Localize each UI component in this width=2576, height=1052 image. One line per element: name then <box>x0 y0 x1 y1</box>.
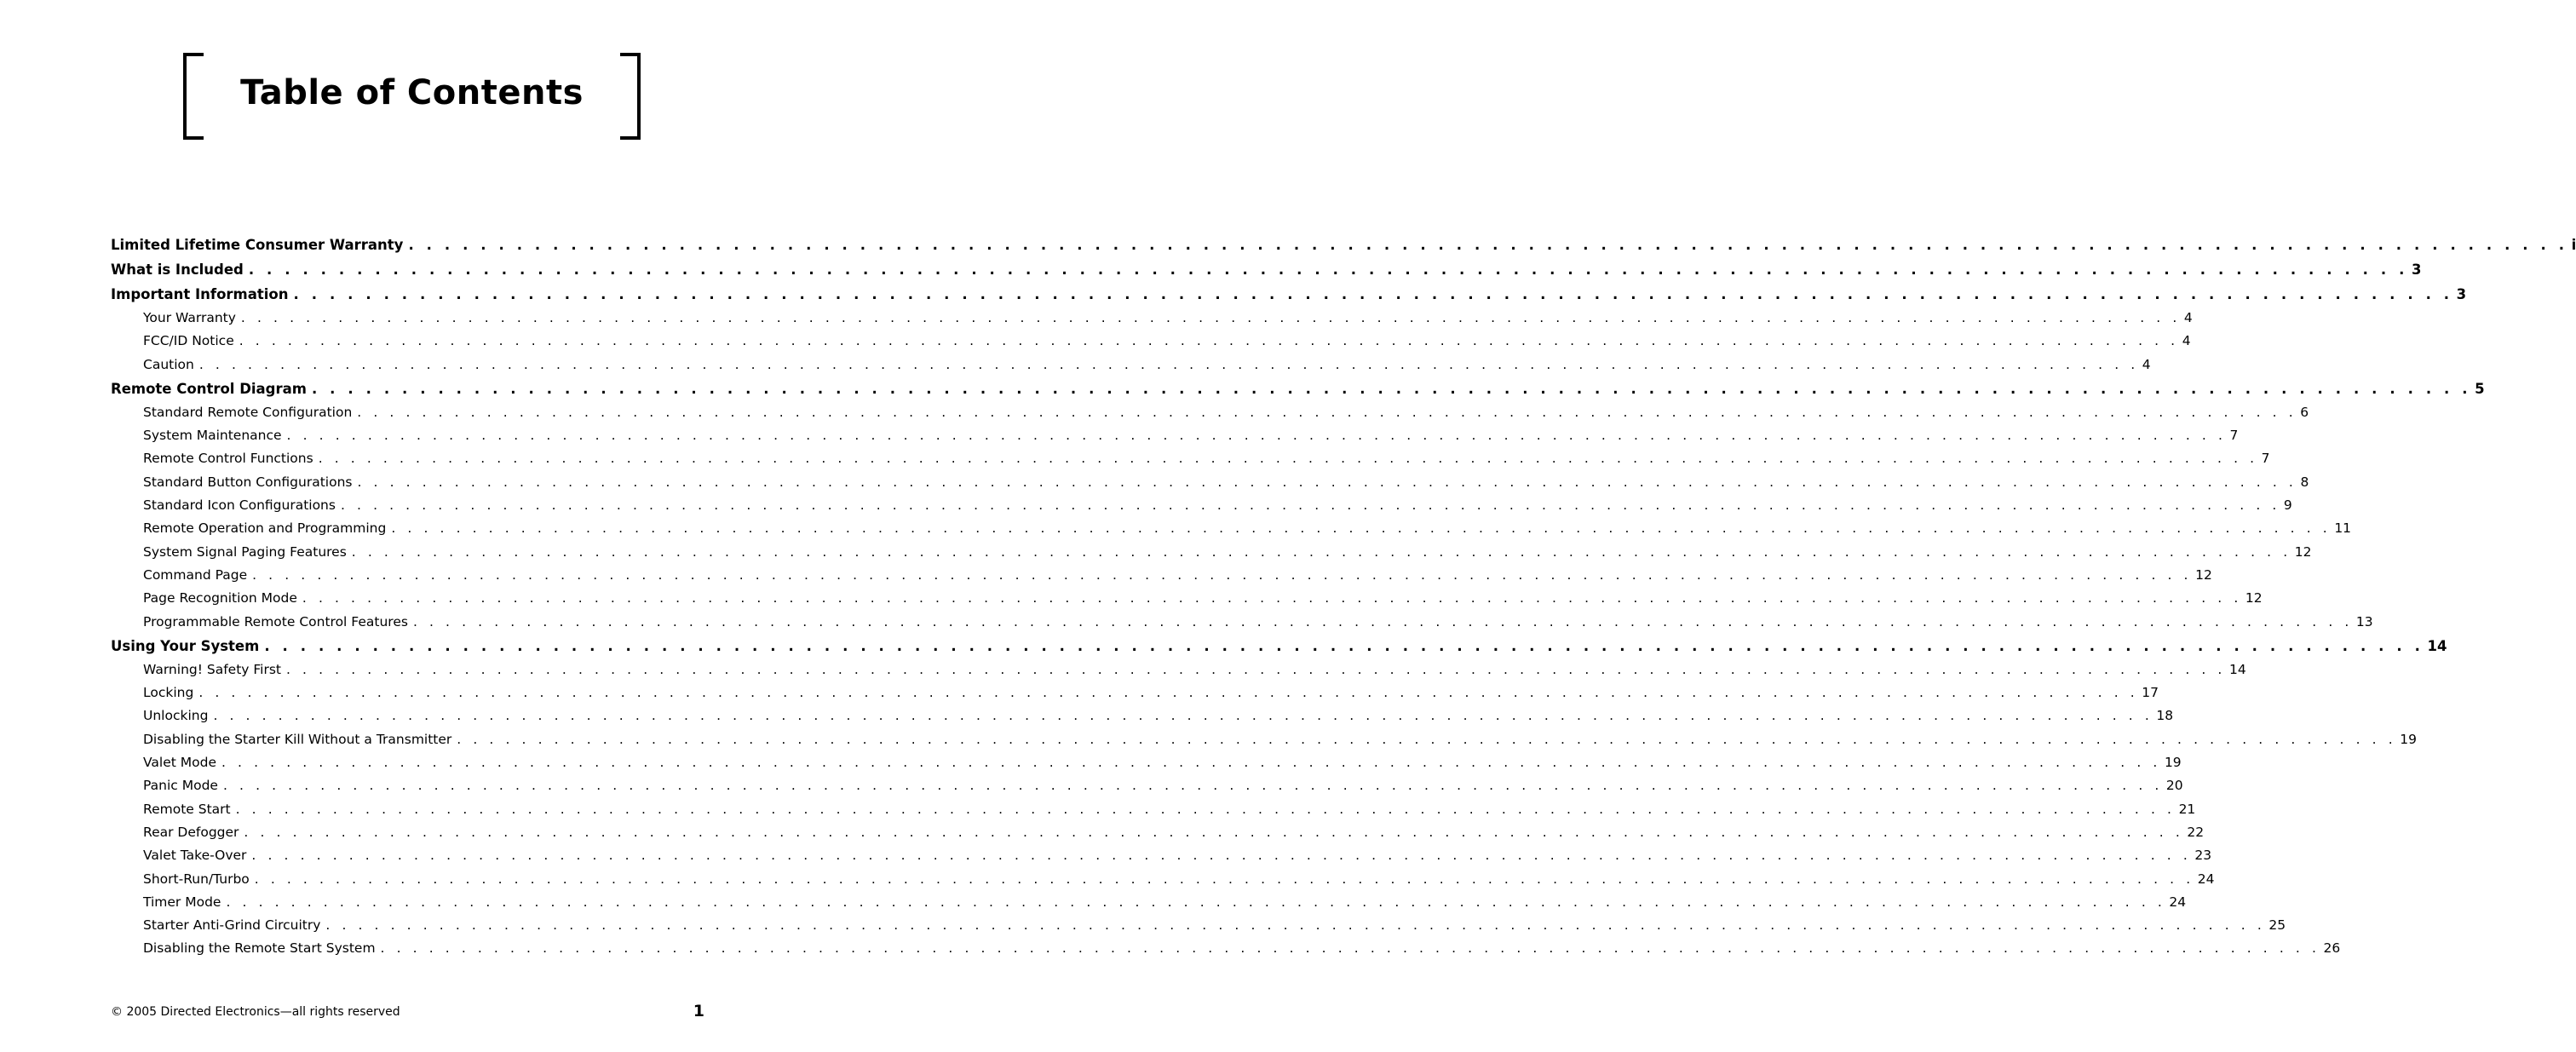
title-frame <box>183 53 641 140</box>
toc-subsection-entry[interactable] <box>111 330 2191 353</box>
toc-entry-page: 3 <box>2411 262 2422 278</box>
toc-entry-label: Starter Anti-Grind Circuitry <box>143 917 321 934</box>
toc-subsection-entry[interactable] <box>111 541 2312 564</box>
dot-leader: . . . . . . . . . . . . . . . . . . . . . . . . . . . . . . . . . . . . . . . . . . . . . . . . . . . . . . . . . . . . . . . . . . . . . . . . . . . . . . . . . . . . . . . . . . . . . . . . . . . . . . . . . . . . . . . . . . . . . . . . <box>264 637 2424 654</box>
toc-subsection-entry[interactable] <box>111 821 2205 844</box>
toc-subsection-entry[interactable] <box>111 728 2417 751</box>
toc-entry-page: 7 <box>2261 451 2270 467</box>
toc-subsection-entry[interactable] <box>111 307 2193 330</box>
toc-subsection-entry[interactable] <box>111 564 2212 587</box>
dot-leader: . . . . . . . . . . . . . . . . . . . . . . . . . . . . . . . . . . . . . . . . . . . . . . . . . . . . . . . . . . . . . . . . . . . . . . . . . . . . . . . . . . . . . . . . . . . . . . . . . . . . . . . . . . . . . . . . . . . . . . . . <box>357 404 2297 420</box>
dot-leader: . . . . . . . . . . . . . . . . . . . . . . . . . . . . . . . . . . . . . . . . . . . . . . . . . . . . . . . . . . . . . . . . . . . . . . . . . . . . . . . . . . . . . . . . . . . . . . . . . . . . . . . . . . . . . . . . . . . . . . . . <box>457 731 2397 747</box>
dot-leader: . . . . . . . . . . . . . . . . . . . . . . . . . . . . . . . . . . . . . . . . . . . . . . . . . . . . . . . . . . . . . . . . . . . . . . . . . . . . . . . . . . . . . . . . . . . . . . . . . . . . . . . . . . . . . . . . . . . . . . . . <box>226 894 2166 910</box>
toc-entry-label: Using Your System <box>111 637 260 654</box>
toc-subsection-entry[interactable] <box>111 517 2352 540</box>
toc-subsection-entry[interactable] <box>111 751 2182 774</box>
toc-entry-page: 8 <box>2300 474 2309 490</box>
toc-subsection-entry[interactable] <box>111 587 2263 610</box>
page-number: 1 <box>693 1002 704 1020</box>
toc-entry-page: 21 <box>2178 801 2196 817</box>
toc-entry-page: 4 <box>2142 356 2151 372</box>
dot-leader: . . . . . . . . . . . . . . . . . . . . . . . . . . . . . . . . . . . . . . . . . . . . . . . . . . . . . . . . . . . . . . . . . . . . . . . . . . . . . . . . . . . . . . . . . . . . . . . . . . . . . . . . . . . . . . . . . . . . . . . . <box>222 778 2163 794</box>
toc-entry-page: i <box>2571 237 2576 253</box>
dot-leader: . . . . . . . . . . . . . . . . . . . . . . . . . . . . . . . . . . . . . . . . . . . . . . . . . . . . . . . . . . . . . . . . . . . . . . . . . . . . . . . . . . . . . . . . . . . . . . . . . . . . . . . . . . . . . . . . . . . . . . . . <box>254 871 2194 887</box>
dot-leader: . . . . . . . . . . . . . . . . . . . . . . . . . . . . . . . . . . . . . . . . . . . . . . . . . . . . . . . . . . . . . . . . . . . . . . . . . . . . . . . . . . . . . . . . . . . . . . . . . . . . . . . . . . . . . . . . . . . . . . . . <box>244 824 2184 840</box>
toc-subsection-entry[interactable] <box>111 844 2212 867</box>
toc-entry-page: 25 <box>2268 917 2286 934</box>
dot-leader: . . . . . . . . . . . . . . . . . . . . . . . . . . . . . . . . . . . . . . . . . . . . . . . . . . . . . . . . . . . . . . . . . . . . . . . . . . . . . . . . . . . . . . . . . . . . . . . . . . . . . . . . . . . . . . . . . . . . . . . . <box>286 428 2227 444</box>
toc-entry-page: 24 <box>2197 871 2215 887</box>
toc-entry-page: 12 <box>2245 590 2263 606</box>
toc-entry-label: Disabling the Starter Kill Without a Transmitter <box>143 731 452 747</box>
toc-section-entry[interactable] <box>111 377 2485 401</box>
toc-entry-label: Programmable Remote Control Features <box>143 613 408 629</box>
toc-entry-label: Timer Mode <box>143 894 221 910</box>
toc-subsection-entry[interactable] <box>111 704 2174 727</box>
toc-entry-page: 13 <box>2355 613 2373 629</box>
toc-subsection-entry[interactable] <box>111 611 2373 634</box>
toc-entry-label: Disabling the Remote Start System <box>143 940 376 957</box>
toc-subsection-entry[interactable] <box>111 891 2187 914</box>
dot-leader: . . . . . . . . . . . . . . . . . . . . . . . . . . . . . . . . . . . . . . . . . . . . . . . . . . . . . . . . . . . . . . . . . . . . . . . . . . . . . . . . . . . . . . . . . . . . . . . . . . . . . . . . . . . . . . . . . . . . . . . . <box>239 333 2179 349</box>
dot-leader: . . . . . . . . . . . . . . . . . . . . . . . . . . . . . . . . . . . . . . . . . . . . . . . . . . . . . . . . . . . . . . . . . . . . . . . . . . . . . . . . . . . . . . . . . . . . . . . . . . . . . . . . . . . . . . . . . . . . . . . . <box>340 497 2280 514</box>
dot-leader: . . . . . . . . . . . . . . . . . . . . . . . . . . . . . . . . . . . . . . . . . . . . . . . . . . . . . . . . . . . . . . . . . . . . . . . . . . . . . . . . . . . . . . . . . . . . . . . . . . . . . . . . . . . . . . . . . . . . . . . . <box>302 590 2242 606</box>
toc-subsection-entry[interactable] <box>111 937 2341 960</box>
toc-entry-page: 19 <box>2400 731 2417 747</box>
toc-entry-page: 4 <box>2183 310 2193 325</box>
dot-leader: . . . . . . . . . . . . . . . . . . . . . . . . . . . . . . . . . . . . . . . . . . . . . . . . . . . . . . . . . . . . . . . . . . . . . . . . . . . . . . . . . . . . . . . . . . . . . . . . . . . . . . . . . . . . . . . . . . . . . . . . <box>198 685 2139 701</box>
toc-entry-page: 14 <box>2427 637 2447 654</box>
dot-leader: . . . . . . . . . . . . . . . . . . . . . . . . . . . . . . . . . . . . . . . . . . . . . . . . . . . . . . . . . . . . . . . . . . . . . . . . . . . . . . . . . . . . . . . . . . . . . . . . . . . . . . . . . . . . . . . . . . . . . . . . <box>240 310 2181 325</box>
toc-entry-page: 3 <box>2456 286 2467 302</box>
right-bracket <box>620 53 641 140</box>
dot-leader: . . . . . . . . . . . . . . . . . . . . . . . . . . . . . . . . . . . . . . . . . . . . . . . . . . . . . . . . . . . . . . . . . . . . . . . . . . . . . . . . . . . . . . . . . . . . . . . . . . . . . . . . . . . . . . . . . . . . . . . . <box>380 940 2320 957</box>
dot-leader: . . . . . . . . . . . . . . . . . . . . . . . . . . . . . . . . . . . . . . . . . . . . . . . . . . . . . . . . . . . . . . . . . . . . . . . . . . . . . . . . . . . . . . . . . . . . . . . . . . . . . . . . . . . . . . . . . . . . . . . . <box>318 451 2258 467</box>
dot-leader: . . . . . . . . . . . . . . . . . . . . . . . . . . . . . . . . . . . . . . . . . . . . . . . . . . . . . . . . . . . . . . . . . . . . . . . . . . . . . . . . . . . . . . . . . . . . . . . . . . . . . . . . . . . . . . . . . . . . . . . . <box>198 356 2139 372</box>
toc-subsection-entry[interactable] <box>111 447 2270 470</box>
toc-entry-label: Locking <box>143 685 194 701</box>
toc-entry-label: Command Page <box>143 566 248 583</box>
table-of-contents <box>111 233 2576 961</box>
toc-section-entry[interactable] <box>111 233 2576 257</box>
toc-entry-page: 26 <box>2323 940 2341 957</box>
copyright-notice: © 2005 Directed Electronics—all rights reserved <box>111 1005 400 1019</box>
toc-subsection-entry[interactable] <box>111 774 2183 797</box>
toc-entry-page: 14 <box>2228 661 2246 677</box>
toc-subsection-entry[interactable] <box>111 354 2151 377</box>
toc-entry-page: 4 <box>2182 333 2191 349</box>
toc-entry-label: Short-Run/Turbo <box>143 871 250 887</box>
toc-entry-label: Valet Take-Over <box>143 848 247 864</box>
toc-subsection-entry[interactable] <box>111 494 2292 517</box>
toc-entry-label: Unlocking <box>143 708 209 724</box>
toc-entry-page: 19 <box>2164 755 2182 771</box>
toc-subsection-entry[interactable] <box>111 401 2309 424</box>
toc-entry-label: System Signal Paging Features <box>143 543 347 560</box>
toc-entry-page: 18 <box>2156 708 2174 724</box>
toc-entry-label: Page Recognition Mode <box>143 590 297 606</box>
dot-leader: . . . . . . . . . . . . . . . . . . . . . . . . . . . . . . . . . . . . . . . . . . . . . . . . . . . . . . . . . . . . . . . . . . . . . . . . . . . . . . . . . . . . . . . . . . . . . . . . . . . . . . . . . . . . . . . . . . . . . . . . <box>251 848 2192 864</box>
toc-entry-label: Remote Control Functions <box>143 451 313 467</box>
toc-entry-label: System Maintenance <box>143 428 282 444</box>
dot-leader: . . . . . . . . . . . . . . . . . . . . . . . . . . . . . . . . . . . . . . . . . . . . . . . . . . . . . . . . . . . . . . . . . . . . . . . . . . . . . . . . . . . . . . . . . . . . . . . . . . . . . . . . . . . . . . . . . . . . . . . . <box>325 917 2266 934</box>
dot-leader: . . . . . . . . . . . . . . . . . . . . . . . . . . . . . . . . . . . . . . . . . . . . . . . . . . . . . . . . . . . . . . . . . . . . . . . . . . . . . . . . . . . . . . . . . . . . . . . . . . . . . . . . . . . . . . . . . . . . . . . . <box>412 613 2353 629</box>
toc-section-entry[interactable] <box>111 282 2467 307</box>
toc-entry-label: Standard Button Configurations <box>143 474 353 490</box>
toc-subsection-entry[interactable] <box>111 798 2196 821</box>
dot-leader: . . . . . . . . . . . . . . . . . . . . . . . . . . . . . . . . . . . . . . . . . . . . . . . . . . . . . . . . . . . . . . . . . . . . . . . . . . . . . . . . . . . . . . . . . . . . . . . . . . . . . . . . . . . . . . . . . . . . . . . . <box>221 755 2161 771</box>
toc-subsection-entry[interactable] <box>111 681 2159 704</box>
toc-subsection-entry[interactable] <box>111 914 2286 937</box>
toc-section-entry[interactable] <box>111 257 2422 282</box>
toc-entry-label: Standard Remote Configuration <box>143 404 353 420</box>
toc-entry-label: What is Included <box>111 262 244 278</box>
dot-leader: . . . . . . . . . . . . . . . . . . . . . . . . . . . . . . . . . . . . . . . . . . . . . . . . . . . . . . . . . . . . . . . . . . . . . . . . . . . . . . . . . . . . . . . . . . . . . . . . . . . . . . . . . . . . . . . . . . . . . . . . <box>408 237 2568 253</box>
toc-entry-label: Your Warranty <box>143 310 236 325</box>
toc-entry-label: Remote Start <box>143 801 231 817</box>
toc-entry-label: Warning! Safety First <box>143 661 281 677</box>
dot-leader: . . . . . . . . . . . . . . . . . . . . . . . . . . . . . . . . . . . . . . . . . . . . . . . . . . . . . . . . . . . . . . . . . . . . . . . . . . . . . . . . . . . . . . . . . . . . . . . . . . . . . . . . . . . . . . . . . . . . . . . . <box>252 566 2193 583</box>
toc-section-entry[interactable] <box>111 634 2447 658</box>
dot-leader: . . . . . . . . . . . . . . . . . . . . . . . . . . . . . . . . . . . . . . . . . . . . . . . . . . . . . . . . . . . . . . . . . . . . . . . . . . . . . . . . . . . . . . . . . . . . . . . . . . . . . . . . . . . . . . . . . . . . . . . . <box>351 543 2291 560</box>
toc-entry-label: Important Information <box>111 286 289 302</box>
toc-entry-label: Remote Control Diagram <box>111 380 307 397</box>
toc-entry-page: 20 <box>2165 778 2183 794</box>
toc-entry-label: Rear Defogger <box>143 824 239 840</box>
toc-subsection-entry[interactable] <box>111 868 2215 891</box>
toc-entry-page: 5 <box>2475 380 2485 397</box>
toc-entry-page: 9 <box>2283 497 2292 514</box>
toc-entry-page: 11 <box>2334 520 2352 537</box>
page-title: Table of Contents <box>240 73 584 112</box>
toc-subsection-entry[interactable] <box>111 424 2239 447</box>
toc-entry-page: 6 <box>2300 404 2309 420</box>
toc-entry-page: 12 <box>2195 566 2212 583</box>
toc-entry-page: 22 <box>2187 824 2205 840</box>
dot-leader: . . . . . . . . . . . . . . . . . . . . . . . . . . . . . . . . . . . . . . . . . . . . . . . . . . . . . . . . . . . . . . . . . . . . . . . . . . . . . . . . . . . . . . . . . . . . . . . . . . . . . . . . . . . . . . . . . . . . . . . . <box>293 286 2453 302</box>
toc-entry-label: Remote Operation and Programming <box>143 520 387 537</box>
toc-entry-label: Valet Mode <box>143 755 216 771</box>
toc-entry-label: Caution <box>143 356 194 372</box>
dot-leader: . . . . . . . . . . . . . . . . . . . . . . . . . . . . . . . . . . . . . . . . . . . . . . . . . . . . . . . . . . . . . . . . . . . . . . . . . . . . . . . . . . . . . . . . . . . . . . . . . . . . . . . . . . . . . . . . . . . . . . . . <box>248 262 2408 278</box>
dot-leader: . . . . . . . . . . . . . . . . . . . . . . . . . . . . . . . . . . . . . . . . . . . . . . . . . . . . . . . . . . . . . . . . . . . . . . . . . . . . . . . . . . . . . . . . . . . . . . . . . . . . . . . . . . . . . . . . . . . . . . . . <box>357 474 2297 490</box>
dot-leader: . . . . . . . . . . . . . . . . . . . . . . . . . . . . . . . . . . . . . . . . . . . . . . . . . . . . . . . . . . . . . . . . . . . . . . . . . . . . . . . . . . . . . . . . . . . . . . . . . . . . . . . . . . . . . . . . . . . . . . . . <box>286 661 2226 677</box>
toc-subsection-entry[interactable] <box>111 658 2246 681</box>
toc-entry-label: Standard Icon Configurations <box>143 497 336 514</box>
toc-entry-label: Panic Mode <box>143 778 218 794</box>
dot-leader: . . . . . . . . . . . . . . . . . . . . . . . . . . . . . . . . . . . . . . . . . . . . . . . . . . . . . . . . . . . . . . . . . . . . . . . . . . . . . . . . . . . . . . . . . . . . . . . . . . . . . . . . . . . . . . . . . . . . . . . . <box>235 801 2176 817</box>
toc-entry-page: 7 <box>2229 428 2239 444</box>
toc-entry-label: FCC/ID Notice <box>143 333 234 349</box>
dot-leader: . . . . . . . . . . . . . . . . . . . . . . . . . . . . . . . . . . . . . . . . . . . . . . . . . . . . . . . . . . . . . . . . . . . . . . . . . . . . . . . . . . . . . . . . . . . . . . . . . . . . . . . . . . . . . . . . . . . . . . . . <box>311 380 2472 397</box>
toc-entry-page: 23 <box>2194 848 2212 864</box>
toc-entry-page: 24 <box>2169 894 2187 910</box>
dot-leader: . . . . . . . . . . . . . . . . . . . . . . . . . . . . . . . . . . . . . . . . . . . . . . . . . . . . . . . . . . . . . . . . . . . . . . . . . . . . . . . . . . . . . . . . . . . . . . . . . . . . . . . . . . . . . . . . . . . . . . . . <box>213 708 2153 724</box>
toc-entry-label: Limited Lifetime Consumer Warranty <box>111 237 404 253</box>
toc-entry-page: 12 <box>2294 543 2312 560</box>
toc-entry-page: 17 <box>2142 685 2159 701</box>
toc-subsection-entry[interactable] <box>111 471 2309 494</box>
dot-leader: . . . . . . . . . . . . . . . . . . . . . . . . . . . . . . . . . . . . . . . . . . . . . . . . . . . . . . . . . . . . . . . . . . . . . . . . . . . . . . . . . . . . . . . . . . . . . . . . . . . . . . . . . . . . . . . . . . . . . . . . <box>391 520 2332 537</box>
